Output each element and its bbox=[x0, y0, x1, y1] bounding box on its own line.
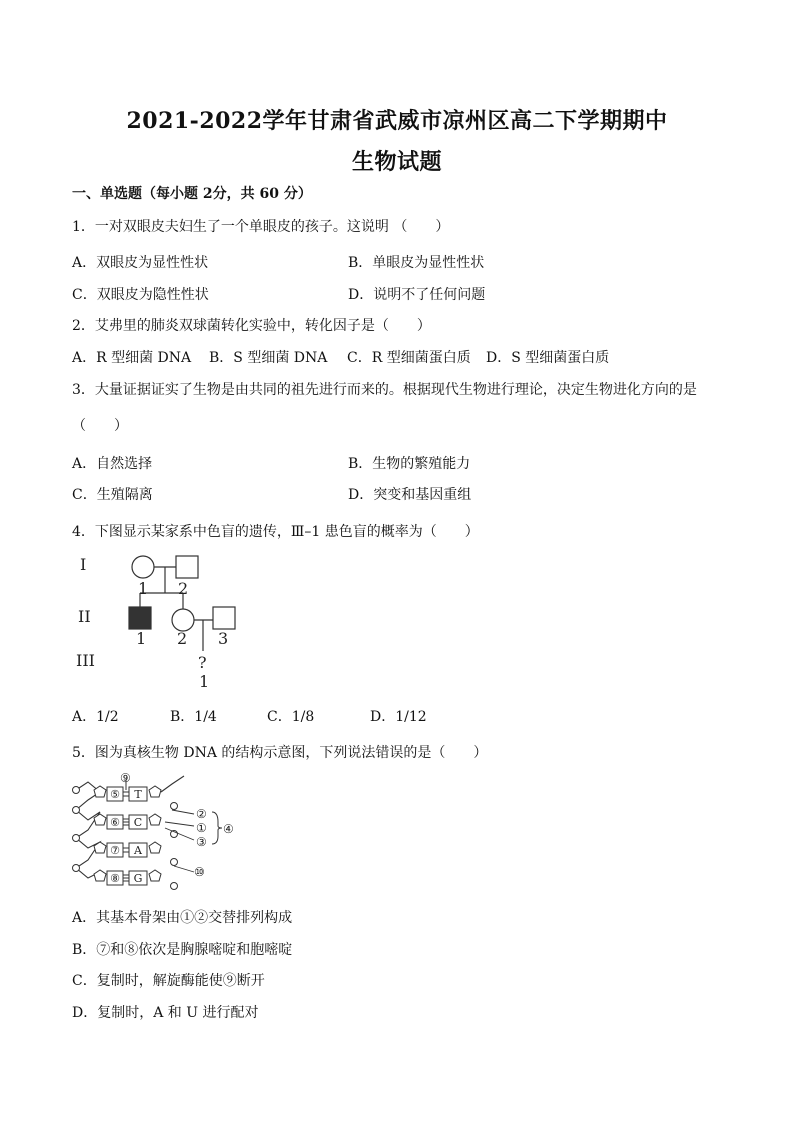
affected-male-ii-1 bbox=[129, 607, 151, 629]
question-1-option-a: A．双眼皮为显性性状 bbox=[72, 255, 209, 271]
generation-label-2: II bbox=[78, 607, 91, 626]
dna-base-a: A bbox=[134, 844, 142, 857]
section-heading: 一、单选题（每小题 2分，共 60 分） bbox=[72, 186, 312, 202]
dna-base-c: C bbox=[133, 816, 143, 829]
dna-left-label-5: ⑤ bbox=[110, 788, 120, 801]
question-2-option-c: C．R 型细菌蛋白质 bbox=[347, 350, 471, 366]
question-1-stem: 1．一对双眼皮夫妇生了一个单眼皮的孩子。这说明 （ ） bbox=[72, 219, 450, 235]
pedigree-unknown-marker: ? bbox=[198, 653, 207, 672]
question-1-option-d: D．说明不了任何问题 bbox=[348, 287, 486, 303]
female-i-1 bbox=[132, 556, 154, 578]
question-2-option-a: A．R 型细菌 DNA bbox=[72, 350, 192, 366]
dna-label-4: ④ bbox=[223, 822, 234, 836]
question-4-option-a: A．1/2 bbox=[72, 709, 119, 725]
question-5-option-d: D．复制时，A 和 U 进行配对 bbox=[72, 1005, 259, 1021]
question-3-stem-continued: （ ） bbox=[72, 418, 128, 434]
male-ii-3 bbox=[213, 607, 235, 629]
question-2-stem: 2．艾弗里的肺炎双球菌转化实验中，转化因子是（ ） bbox=[72, 318, 431, 334]
generation-label-3: III bbox=[76, 651, 95, 670]
question-2-option-b: B．S 型细菌 DNA bbox=[209, 350, 328, 366]
question-4-option-b: B．1/4 bbox=[170, 709, 217, 725]
dna-label-9: ⑨ bbox=[120, 771, 131, 785]
exam-title-line1: 2021-2022学年甘肃省武威市凉州区高二下学期期中 bbox=[126, 108, 668, 134]
question-4-stem: 4．下图显示某家系中色盲的遗传，Ⅲ–1 患色盲的概率为（ ） bbox=[72, 524, 479, 540]
pedigree-label-ii-2: 2 bbox=[177, 629, 188, 648]
female-ii-2 bbox=[172, 609, 194, 631]
pedigree-label-i-1: 1 bbox=[138, 579, 149, 598]
pedigree-diagram bbox=[60, 545, 260, 695]
question-2-option-d: D．S 型细菌蛋白质 bbox=[486, 350, 610, 366]
question-3-option-a: A．自然选择 bbox=[72, 456, 153, 472]
dna-structure-diagram bbox=[66, 770, 236, 895]
pedigree-label-iii-1: 1 bbox=[199, 672, 210, 691]
question-5-option-b: B．⑦和⑧依次是胸腺嘧啶和胞嘧啶 bbox=[72, 942, 293, 958]
question-4-option-d: D．1/12 bbox=[370, 709, 427, 725]
dna-base-t: T bbox=[134, 788, 142, 801]
question-3-stem: 3．大量证据证实了生物是由共同的祖先进行而来的。根据现代生物进行理论，决定生物进化方向的是 bbox=[72, 382, 697, 398]
dna-base-g: G bbox=[133, 872, 143, 885]
dna-left-label-8: ⑧ bbox=[110, 872, 120, 885]
dna-label-3: ③ bbox=[196, 835, 207, 849]
question-3-option-b: B．生物的繁殖能力 bbox=[348, 456, 471, 472]
question-3-option-c: C．生殖隔离 bbox=[72, 487, 153, 503]
dna-label-2: ② bbox=[196, 807, 207, 821]
dna-left-label-7: ⑦ bbox=[110, 844, 120, 857]
dna-label-10: ⑩ bbox=[194, 865, 205, 879]
question-5-option-c: C．复制时，解旋酶能使⑨断开 bbox=[72, 973, 265, 989]
pedigree-label-i-2: 2 bbox=[178, 579, 189, 598]
question-3-option-d: D．突变和基因重组 bbox=[348, 487, 472, 503]
pedigree-label-ii-3: 3 bbox=[218, 629, 229, 648]
dna-left-label-6: ⑥ bbox=[110, 816, 120, 829]
male-i-2 bbox=[176, 556, 198, 578]
pedigree-label-ii-1: 1 bbox=[136, 629, 147, 648]
generation-label-1: I bbox=[80, 555, 87, 574]
question-5-option-a: A．其基本骨架由①②交替排列构成 bbox=[72, 910, 293, 926]
question-1-option-b: B．单眼皮为显性性状 bbox=[348, 255, 485, 271]
dna-label-1: ① bbox=[196, 821, 207, 835]
question-5-stem: 5．图为真核生物 DNA 的结构示意图，下列说法错误的是（ ） bbox=[72, 745, 488, 761]
exam-title-line2: 生物试题 bbox=[351, 149, 442, 175]
question-4-option-c: C．1/8 bbox=[267, 709, 315, 725]
question-1-option-c: C．双眼皮为隐性性状 bbox=[72, 287, 209, 303]
